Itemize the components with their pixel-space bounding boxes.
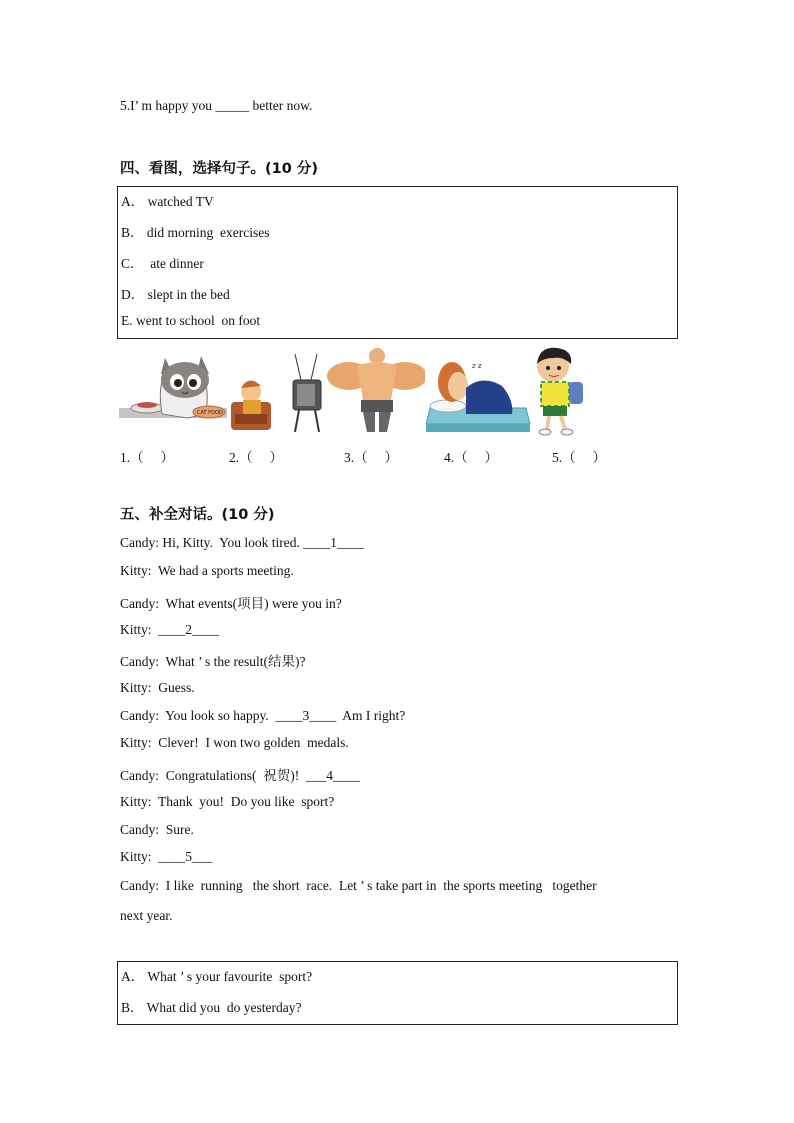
dialogue-line: next year. (120, 908, 173, 923)
sleeping-boy-icon (422, 344, 532, 436)
section-5-heading: 五、补全对话。(10 分) (120, 507, 275, 523)
dialogue-line: Kitty: Guess. (120, 680, 195, 695)
dialogue-line: Kitty: Thank you! Do you like sport? (120, 794, 335, 809)
picture-answer-5: 5.（ ） (552, 450, 606, 465)
option-a: A． watched TV (121, 194, 214, 209)
option-c: C． ate dinner (121, 256, 204, 271)
boy-with-backpack-icon (517, 344, 627, 436)
picture-answer-1: 1.（ ） (120, 450, 174, 465)
boy-watching-tv-icon (229, 344, 329, 436)
dialogue-line: Candy: I like running the short race. Let ’ s take part in the sports meeting together (120, 878, 597, 893)
dialogue-line: Candy: What events(项目) were you in? (120, 596, 342, 611)
dialogue-line: Candy: Congratulations( 祝贺)! ___4____ (120, 768, 360, 783)
option-d: D． slept in the bed (121, 287, 230, 302)
picture-answer-3: 3.（ ） (344, 450, 398, 465)
cat-eating-icon (117, 344, 229, 436)
picture-answer-2: 2.（ ） (229, 450, 283, 465)
dialogue-option-a: A． What ’ s your favourite sport? (121, 969, 313, 984)
dialogue-line: Kitty: Clever! I won two golden medals. (120, 735, 349, 750)
section-4-options-box (117, 186, 678, 339)
dialogue-line: Candy: You look so happy. ____3____ Am I right? (120, 708, 406, 723)
dialogue-line: Kitty: ____2____ (120, 622, 220, 637)
dialogue-line: Candy: Sure. (120, 822, 194, 837)
section-4-heading: 四、看图，选择句子。(10 分) (120, 161, 318, 177)
picture-answer-4: 4.（ ） (444, 450, 498, 465)
dialogue-option-b: B． What did you do yesterday? (121, 1000, 302, 1015)
dialogue-line: Kitty: ____5___ (120, 849, 213, 864)
option-b: B． did morning exercises (121, 225, 270, 240)
cat-food-sign: CAT FOOD (197, 410, 223, 416)
dialogue-line: Kitty: We had a sports meeting. (120, 563, 294, 578)
muscle-man-icon (325, 344, 425, 436)
dialogue-line: Candy: Hi, Kitty. You look tired. ____1____ (120, 535, 365, 550)
question-5-sentence: 5.I’ m happy you _____ better now. (120, 98, 313, 113)
dialogue-line: Candy: What ’ s the result(结果)? (120, 654, 306, 669)
option-e: E. went to school on foot (121, 313, 261, 328)
section-5-options-box (117, 961, 678, 1025)
svg-text:z z: z z (472, 362, 482, 370)
picture-strip (117, 344, 637, 436)
